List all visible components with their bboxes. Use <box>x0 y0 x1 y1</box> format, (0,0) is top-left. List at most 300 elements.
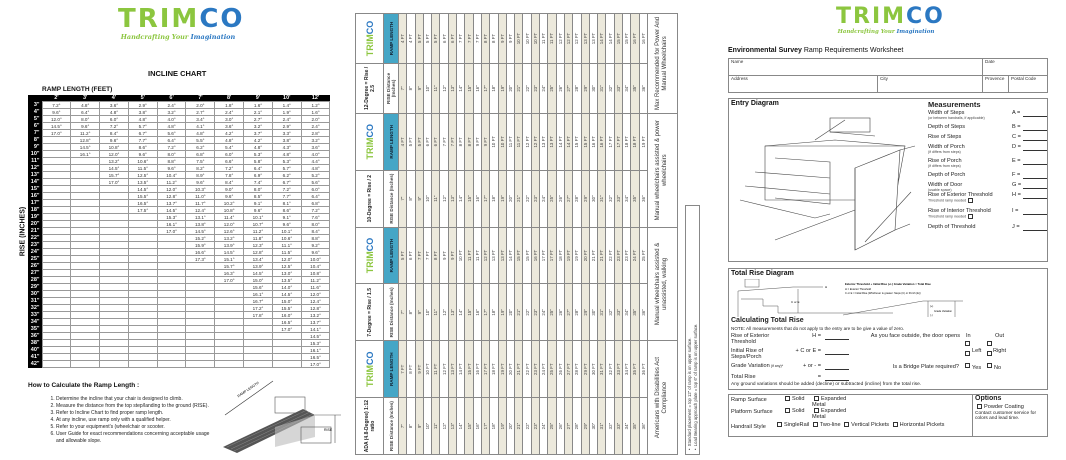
rise-cell: 7" <box>399 398 407 455</box>
rise-header: 33" <box>28 312 42 319</box>
angle-cell: 2.7° <box>186 109 215 116</box>
column-header: 8' <box>215 95 244 102</box>
ramp-length-cell: 10 FT <box>531 14 539 64</box>
ramp-length-cell: 11 FT <box>515 113 523 170</box>
measurement-row <box>928 172 1048 178</box>
rise-cell: 34" <box>623 63 631 113</box>
ramp-length-cell: 33 FT <box>614 341 622 398</box>
table-row <box>28 186 330 193</box>
angle-cell <box>128 312 157 319</box>
angle-cell: 4.3° <box>272 144 301 151</box>
ramp-length-cell: 16 FT <box>639 14 647 64</box>
table-row <box>540 14 548 455</box>
table-row <box>28 200 330 207</box>
rise-cell: 33" <box>614 63 622 113</box>
note-text: Standard placement = top 12" of ramp is on upper surface. <box>687 337 692 447</box>
angle-cell <box>186 347 215 354</box>
rise-header: 11" <box>28 158 42 165</box>
rise-cell: 29" <box>581 284 589 341</box>
table-row <box>606 14 614 455</box>
checkbox[interactable] <box>785 396 790 401</box>
angle-cell <box>71 193 100 200</box>
address-field[interactable]: Address <box>731 76 748 81</box>
angle-cell: 16.1° <box>244 291 273 298</box>
measurement-row <box>928 192 1048 203</box>
checkbox[interactable] <box>814 408 819 413</box>
table-row <box>28 277 330 284</box>
calc-input[interactable] <box>825 380 849 381</box>
angle-cell <box>186 361 215 368</box>
angle-cell <box>186 277 215 284</box>
rise-cell: 36" <box>639 284 647 341</box>
angle-cell <box>100 207 129 214</box>
angle-cell: 5.8° <box>244 158 273 165</box>
rise-cell: 24" <box>540 398 548 455</box>
rise-cell: 30" <box>589 170 597 227</box>
table-row <box>448 14 456 455</box>
measurement-input[interactable] <box>1023 198 1047 199</box>
column-header: 12' <box>301 95 330 102</box>
handrail-single[interactable] <box>775 422 809 428</box>
platform-expanded-option[interactable] <box>812 408 848 420</box>
angle-cell <box>100 326 129 333</box>
angle-cell: 7.2° <box>42 102 71 109</box>
table-row <box>28 172 330 179</box>
angle-cell <box>71 333 100 340</box>
ramp-length-cell: 15 FT <box>623 14 631 64</box>
angle-cell <box>71 172 100 179</box>
angle-cell <box>128 235 157 242</box>
angle-cell <box>128 214 157 221</box>
rise-cell: 26" <box>556 170 564 227</box>
angle-cell <box>42 172 71 179</box>
checkbox[interactable] <box>785 408 790 413</box>
rise-cell: 20" <box>506 398 514 455</box>
angle-cell <box>71 312 100 319</box>
measurement-note-text: (or between handrails, if applicable) <box>928 116 985 120</box>
rise-cell: 16" <box>473 398 481 455</box>
rise-cell: 12" <box>440 284 448 341</box>
platform-solid-option[interactable] <box>783 408 804 414</box>
measurement-key: I = <box>1012 208 1019 214</box>
angle-cell: 14.5° <box>42 123 71 130</box>
angle-cell: 2.1° <box>244 109 273 116</box>
table-row <box>28 326 330 333</box>
ramp-length-cell: 4 FT <box>407 14 415 64</box>
rise-header: 16" <box>28 193 42 200</box>
angle-cell <box>42 200 71 207</box>
title-rest: Ramp Requirements Worksheet <box>801 47 904 54</box>
table-row <box>28 319 330 326</box>
measurement-input[interactable] <box>1023 130 1047 131</box>
ramp-length-cell: 11 FT <box>506 113 514 170</box>
table-row <box>28 263 330 270</box>
angle-cell: 11.5° <box>272 249 301 256</box>
angle-cell <box>100 291 129 298</box>
angle-cell: 4.4° <box>301 158 330 165</box>
angle-cell <box>71 347 100 354</box>
checkbox[interactable] <box>814 396 819 401</box>
ramp-length-cell: 10 FT <box>498 113 506 170</box>
angle-cell: 4.8° <box>272 151 301 158</box>
angle-cell: 9.6° <box>100 137 129 144</box>
angle-cell: 12.3° <box>244 242 273 249</box>
section-label: 10-Degree = Rise / 2 <box>356 170 384 227</box>
measurement-note-text: (if differs from steps) <box>928 164 961 168</box>
angle-cell: 7.7° <box>128 137 157 144</box>
rise-header: 18" <box>28 207 42 214</box>
ramp-length-cell: 12 FT <box>523 113 531 170</box>
angle-cell <box>42 340 71 347</box>
angle-cell <box>272 361 301 368</box>
angle-cell: 4.8° <box>157 123 186 130</box>
calc-row <box>731 333 856 345</box>
angle-cell <box>244 319 273 326</box>
table-row <box>28 228 330 235</box>
date-field[interactable]: Date <box>985 59 995 64</box>
placement-notes <box>685 205 700 455</box>
ramp-length-cell: 7 FT <box>448 113 456 170</box>
table-row <box>28 242 330 249</box>
logo-tag-a: Handcrafting Your <box>837 29 895 35</box>
angle-cell: 10.4° <box>157 172 186 179</box>
threshold-ramp-checkbox[interactable] <box>968 198 973 203</box>
calc-input[interactable] <box>825 354 849 355</box>
bridge-no-checkbox[interactable] <box>987 363 992 368</box>
angle-cell: 9.6° <box>157 165 186 172</box>
rise-cell: 20" <box>506 284 514 341</box>
angle-cell: 1.8° <box>215 102 244 109</box>
angle-cell: 14.5° <box>157 207 186 214</box>
angle-cell: 7.2° <box>272 186 301 193</box>
angle-cell: 8.8° <box>301 235 330 242</box>
trimco-logo-small: TRIMCO <box>356 14 384 64</box>
rise-cell: 36" <box>639 63 647 113</box>
ramp-length-cell: 22 FT <box>606 227 614 284</box>
ramp-length-cell: 20 FT <box>506 341 514 398</box>
rise-header: 23" <box>28 242 42 249</box>
rise-header: 28" <box>28 277 42 284</box>
rise-header: 42" <box>28 361 42 368</box>
measurement-note-text: Threshold ramp needed <box>928 214 967 219</box>
ramp-length-cell: 13 FT <box>448 341 456 398</box>
ramp-length-cell: 13 FT <box>498 227 506 284</box>
rise-cell: 17" <box>481 398 489 455</box>
angle-cell: 13.9° <box>215 242 244 249</box>
ramp-length-cell: 6 FT <box>407 227 415 284</box>
ramp-solid-option[interactable] <box>783 396 804 402</box>
ramp-length-cell: 34 FT <box>623 341 631 398</box>
powder-coating-option[interactable] <box>975 404 1024 410</box>
ramp-length-cell: 18 FT <box>631 113 639 170</box>
door-in-label: In <box>966 333 971 339</box>
ramp-length-cell: 12 FT <box>481 227 489 284</box>
ramp-length-cell: 25 FT <box>548 341 556 398</box>
angle-cell: 11.0° <box>186 193 215 200</box>
angle-cell: 13.5° <box>128 179 157 186</box>
angle-cell: 12.0° <box>100 151 129 158</box>
ramp-length-cell: 10 FT <box>515 14 523 64</box>
rise-cell: 34" <box>623 284 631 341</box>
table-row <box>399 14 407 455</box>
rise-header: 36" <box>28 333 42 340</box>
province-field[interactable]: Provence <box>985 76 1005 81</box>
measurement-note <box>928 116 1008 120</box>
angle-cell <box>157 291 186 298</box>
rise-cell: 26" <box>556 398 564 455</box>
table-row <box>28 347 330 354</box>
measurement-note-text: (if differs from steps) <box>928 150 961 154</box>
measurement-input[interactable] <box>1023 188 1047 189</box>
measurement-label: Width of Porch <box>928 144 965 150</box>
calc-row <box>731 374 856 380</box>
ramp-length-cell: 28 FT <box>573 341 581 398</box>
ramp-length-cell: 11 FT <box>540 14 548 64</box>
angle-cell <box>100 193 129 200</box>
rise-cell: 10" <box>423 398 431 455</box>
ramp-length-cell: 12 FT <box>440 341 448 398</box>
angle-cell: 12.0° <box>272 256 301 263</box>
ramp-length-cell: 17 FT <box>540 227 548 284</box>
diagram-grade: Grade Variation <box>934 310 952 313</box>
measurement-input[interactable] <box>1023 116 1047 117</box>
city-field[interactable]: City <box>880 76 888 81</box>
measurement-label: Rise of Exterior Threshold <box>928 192 993 198</box>
rise-cell: 17" <box>481 170 489 227</box>
angle-cell <box>244 361 273 368</box>
measurement-label: Depth of Porch <box>928 172 966 178</box>
angle-cell <box>128 340 157 347</box>
angle-cell: 9.6° <box>301 249 330 256</box>
name-field[interactable]: Name <box>731 59 744 64</box>
table-row <box>28 221 330 228</box>
note-item: • Load Bearing approach plate = top 6" of ramp is on upper surface. <box>692 323 698 450</box>
angle-cell <box>128 284 157 291</box>
door-out-checkbox[interactable] <box>987 341 992 346</box>
angle-cell: 13.1° <box>186 214 215 221</box>
angle-cell <box>128 221 157 228</box>
column-header: 3' <box>71 95 100 102</box>
rise-cell: 9" <box>415 63 423 113</box>
rise-cell: 18" <box>490 63 498 113</box>
angle-cell: 17.0° <box>100 179 129 186</box>
howto-title: How to Calculate the Ramp Length : <box>28 382 140 389</box>
rise-header: 31" <box>28 298 42 305</box>
angle-cell: 12.8° <box>157 193 186 200</box>
ramp-length-cell: 19 FT <box>498 341 506 398</box>
ramp-length-cell: 14 FT <box>506 227 514 284</box>
table-row <box>28 249 330 256</box>
angle-cell <box>186 291 215 298</box>
section-footer: Americans with Disabilities Act Compliance <box>647 341 677 455</box>
angle-cell: 17.0° <box>215 277 244 284</box>
rise-cell: 12" <box>440 170 448 227</box>
ramp-length-cell: 7 FT <box>465 14 473 64</box>
ramp-length-cell: 18 FT <box>556 227 564 284</box>
calc-operator: = <box>817 374 821 380</box>
angle-cell: 5.6° <box>157 130 186 137</box>
rise-cell: 33" <box>614 170 622 227</box>
angle-cell: 9.6° <box>42 109 71 116</box>
handrail-horizontal[interactable] <box>891 422 945 428</box>
measurement-input[interactable] <box>1023 140 1047 141</box>
angle-cell <box>71 207 100 214</box>
angle-cell: 16.1° <box>301 347 330 354</box>
measurement-input[interactable] <box>1023 164 1047 165</box>
rise-cell: 28" <box>573 170 581 227</box>
angle-cell <box>157 270 186 277</box>
ramp-length-cell: 21 FT <box>515 341 523 398</box>
ramp-length-cell: 16 FT <box>473 341 481 398</box>
angle-cell <box>100 340 129 347</box>
angle-cell <box>71 200 100 207</box>
option-label: Two-line <box>819 422 841 428</box>
ramp-length-cell: 17 FT <box>606 113 614 170</box>
angle-cell <box>42 144 71 151</box>
angle-cell: 16.3° <box>215 270 244 277</box>
measurement-key: E = <box>1012 158 1021 164</box>
angle-cell <box>244 347 273 354</box>
legend-h: H = Exterior Threshold <box>845 288 871 291</box>
measurement-input[interactable] <box>1023 230 1047 231</box>
column-header: 10' <box>272 95 301 102</box>
angle-cell: 3.6° <box>301 144 330 151</box>
bridge-yes-checkbox[interactable] <box>965 363 970 368</box>
angle-cell: 10.8° <box>301 270 330 277</box>
table-row <box>614 14 622 455</box>
rise-cell: 8" <box>407 398 415 455</box>
rise-cell: 31" <box>598 398 606 455</box>
rise-cell: 29" <box>581 170 589 227</box>
angle-cell <box>100 284 129 291</box>
table-row <box>506 14 514 455</box>
measurement-row <box>928 208 1048 219</box>
rise-cell: 35" <box>631 63 639 113</box>
angle-cell: 12.8° <box>71 137 100 144</box>
rise-cell: 24" <box>540 284 548 341</box>
ramp-expanded-option[interactable] <box>812 396 848 408</box>
ramp-length-cell: 23 FT <box>614 227 622 284</box>
ramp-length-cell: 6 FT <box>448 14 456 64</box>
angle-cell: 4.8° <box>244 144 273 151</box>
rise-label: RISE (INCHES) <box>19 206 27 257</box>
angle-cell <box>100 228 129 235</box>
door-in-checkbox[interactable] <box>965 341 970 346</box>
angle-cell: 14.5° <box>272 291 301 298</box>
postal-code-field[interactable]: Postal Code <box>1011 76 1037 81</box>
measurement-key: F = <box>1012 172 1021 178</box>
formula: Exterior Threshold + Initial Rise (+/-) Grade Variation = Total Rise <box>845 282 931 286</box>
angle-cell: 9.6° <box>186 179 215 186</box>
measurement-input[interactable] <box>1023 150 1047 151</box>
rise-cell: 8" <box>407 170 415 227</box>
rise-cell: 9" <box>415 398 423 455</box>
measurement-input[interactable] <box>1023 178 1047 179</box>
angle-cell: 2.4° <box>157 102 186 109</box>
rise-header: 41" <box>28 354 42 361</box>
ramp-length-cell: 7 FT <box>440 113 448 170</box>
section-label: 12-Degree = Rise / 2.5 <box>356 63 384 113</box>
howto-step: 1. Determine the incline that your chair is designed to climb. <box>56 396 214 403</box>
angle-cell <box>42 193 71 200</box>
ramp-length-cell: 11 FT <box>473 227 481 284</box>
angle-cell <box>42 228 71 235</box>
angle-cell: 3.0° <box>215 116 244 123</box>
calc-input[interactable] <box>825 369 849 370</box>
angle-cell <box>157 340 186 347</box>
rise-cell: 16" <box>473 284 481 341</box>
calc-input[interactable] <box>825 339 849 340</box>
angle-cell <box>272 354 301 361</box>
table-row <box>28 298 330 305</box>
measurement-input[interactable] <box>1023 214 1047 215</box>
door-right-checkbox[interactable] <box>987 351 992 356</box>
ramp-length-cell: 13 FT <box>581 14 589 64</box>
table-row <box>28 151 330 158</box>
rise-cell: 15" <box>465 170 473 227</box>
angle-cell <box>100 319 129 326</box>
threshold-ramp-checkbox[interactable] <box>968 214 973 219</box>
angle-cell <box>128 298 157 305</box>
rise-cell: 8" <box>407 284 415 341</box>
angle-cell <box>157 361 186 368</box>
measurement-row <box>928 144 1048 154</box>
handrail-vertical[interactable] <box>842 422 889 428</box>
angle-cell: 4.8° <box>128 116 157 123</box>
table-row <box>28 123 330 130</box>
door-question: As you face outside, the door opens <box>870 333 960 339</box>
rise-cell: 35" <box>631 398 639 455</box>
angle-cell <box>157 305 186 312</box>
handrail-two-line[interactable] <box>811 422 841 428</box>
angle-cell: 14.1° <box>301 326 330 333</box>
table-row <box>415 14 423 455</box>
angle-cell <box>71 263 100 270</box>
angle-cell: 8.6° <box>272 207 301 214</box>
angle-cell: 2.9° <box>128 102 157 109</box>
angle-cell <box>71 186 100 193</box>
calc-label: Rise of Exterior Threshold <box>731 333 770 345</box>
angle-cell <box>157 319 186 326</box>
calc-row <box>731 348 856 360</box>
rise-header: 21" <box>28 228 42 235</box>
table-row <box>28 291 330 298</box>
ramp-length-cell: 17 FT <box>548 227 556 284</box>
angle-cell <box>42 214 71 221</box>
measurement-note-text: (usable space) <box>928 188 952 192</box>
logo-text-b: CO <box>199 4 245 34</box>
angle-cell <box>128 305 157 312</box>
section-footer: Max Recommended for Power And Manual Wheelchairs <box>647 14 677 114</box>
logo-tag-b: Imagination <box>896 29 935 35</box>
angle-cell <box>100 270 129 277</box>
rise-header: 12" <box>28 165 42 172</box>
calc-title: Calculating Total Rise <box>731 317 804 324</box>
rise-cell: 23" <box>531 170 539 227</box>
rise-cell: 17" <box>481 63 489 113</box>
rise-cell: 23" <box>531 398 539 455</box>
door-left-checkbox[interactable] <box>965 351 970 356</box>
rise-cell: 23" <box>531 63 539 113</box>
table-row <box>28 340 330 347</box>
angle-cell: 7.7° <box>272 193 301 200</box>
rise-header: 3" <box>28 102 42 109</box>
section-footer: Manual wheelchairs assisted & unassisted, walking <box>647 227 677 341</box>
ramp-length-cell: 4 FT <box>399 14 407 64</box>
checkbox[interactable] <box>977 404 982 409</box>
entry-diagram-title: Entry Diagram <box>731 100 779 107</box>
table-row <box>28 361 330 368</box>
